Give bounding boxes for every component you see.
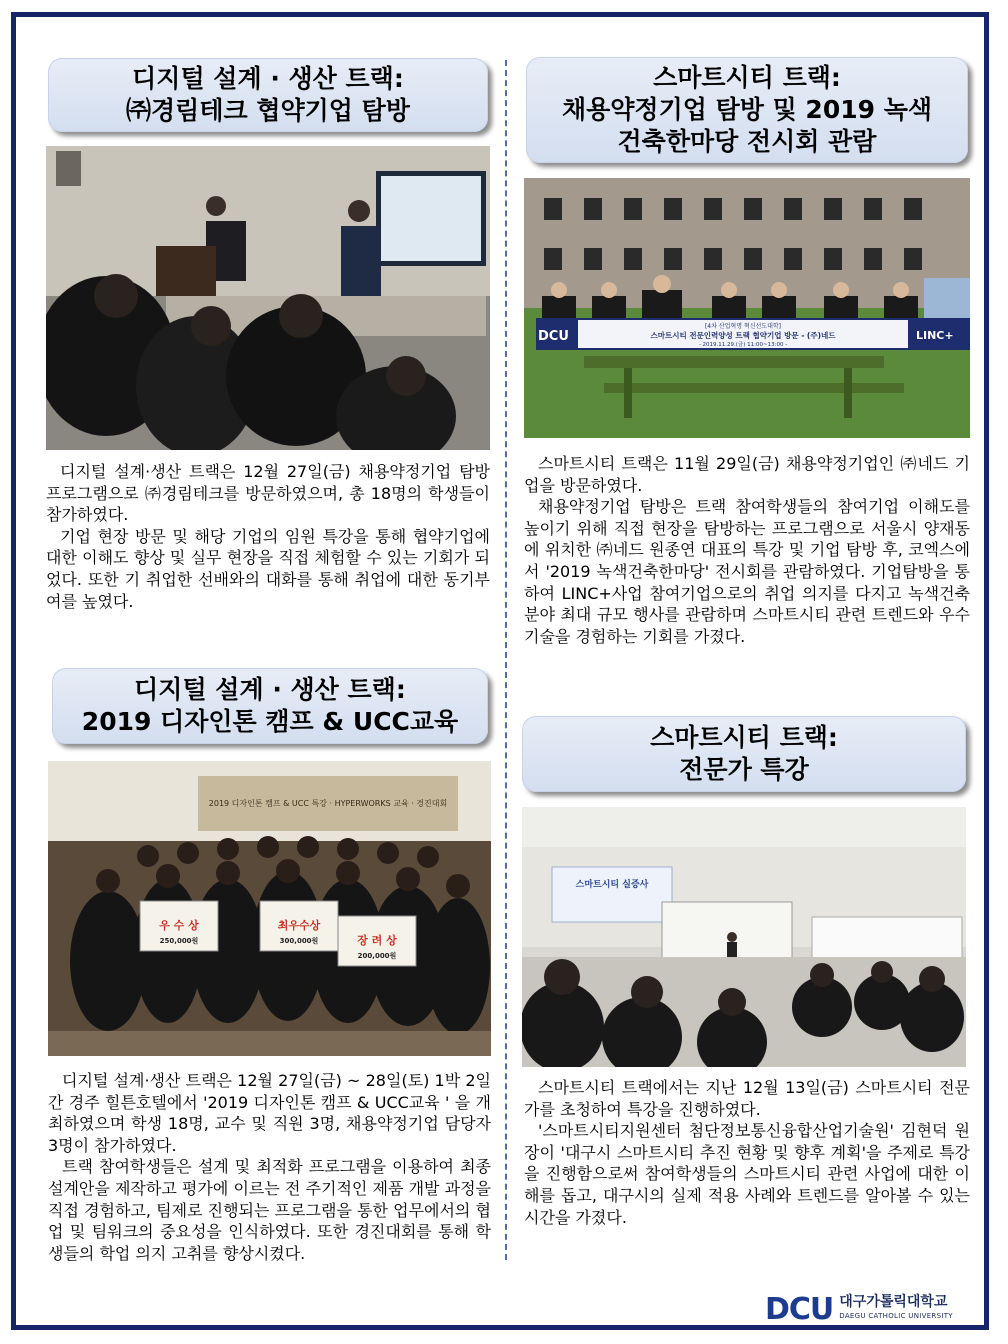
section3-award2-amount: 300,000원 [279,937,319,945]
section2-para2: 채용약정기업 탐방은 트랙 참여학생들의 참여기업 이해도를 높이기 위해 직접 현장을 탐방하는 프로그램으로 서울시 양재동에 위치한 ㈜네드 원종연 대표의 특강 및 기업 탐방 후, 코엑스에서 '2019 녹색건축한마당' 전시회를 관람하였다. 기업탐방을 통하여 LINC+사업 참여기업으로의 취업 의지를 다지고 녹색건축 분야 최대 규모 행사를 관람하며 스마트시티 관련 트렌드와 우수기술을 경험하는 기회를 가졌다. [524,497,970,646]
section2-banner-logo-left: DCU [538,329,569,344]
section3-banner-text: 2019 디자인톤 캠프 & UCC 특강 · HYPERWORKS 교육 · 경진대회 [208,799,448,808]
section3-award1-amount: 250,000원 [159,937,199,945]
section3-award1-name: 우 수 상 [159,919,199,932]
section2-title-line1: 스마트시티 트랙: [653,63,841,92]
section3-award3-amount: 200,000원 [357,952,397,960]
section4-title-line1: 스마트시티 트랙: [650,723,838,752]
logo-english-name: DAEGU CATHOLIC UNIVERSITY [839,1312,953,1320]
section2-banner-small: [4차 산업혁명 혁신선도대학] [704,323,782,330]
section3-text [48,1070,491,1264]
section1-title-line2: ㈜경림테크 협약기업 탐방 [126,96,410,125]
section3-title [52,668,488,744]
section2-photo [524,178,970,438]
section2-banner-date: - 2019.11.29.(금) 11:00~13:00 - [698,342,788,348]
column-divider [505,60,507,1260]
section4-para2: '스마트시티지원센터 첨단정보통신융합산업기술원' 김현덕 원장이 '대구시 스마트시티 추진 현황 및 향후 계획'을 주제로 특강을 진행함으로써 참여학생들의 스마트시티 관련 사업에 대한 이해를 돕고, 대구시의 실제 적용 사례와 트렌드를 알아볼 수 있는 시간을 가졌다. [524,1121,970,1227]
section3-title-line2: 2019 디자인톤 캠프 & UCC교육 [81,707,459,736]
section1-para2: 기업 현장 방문 및 해당 기업의 임원 특강을 통해 협약기업에 대한 이해도 향상 및 실무 현장을 직접 체험할 수 있는 기회가 되었다. 또한 기 취업한 선배와의 대화를 통해 취업에 대한 동기부여를 높였다. [46,526,490,611]
section4-para1: 스마트시티 트랙에서는 지난 12월 13일(금) 스마트시티 전문가를 초청하여 특강을 진행하였다. [524,1078,970,1119]
logo-mark: DCU [765,1291,834,1327]
section2-banner-main: 스마트시티 전문인력양성 트랙 협약기업 방문 - (주)네드 [650,331,836,340]
section1-title [48,58,488,132]
section2-title-line3: 건축한마당 전시회 관람 [617,127,877,156]
section2-text [524,453,970,647]
section3-title-line1: 디지털 설계 · 생산 트랙: [134,675,406,704]
section2-para1: 스마트시티 트랙은 11월 29일(금) 채용약정기업인 ㈜네드 기업을 방문하였다. [524,454,970,495]
section2-title [526,57,968,163]
section3-para1: 디지털 설계·생산 트랙은 12월 27일(금) ~ 28일(토) 1박 2일간 경주 힐튼호텔에서 '2019 디자인톤 캠프 & UCC교육 ' 을 개최하였으며 학생 18명, 교수 및 직원 3명, 채용약정기업 담당자 3명이 참가하였다. [48,1071,491,1155]
section3-award2-name: 최우수상 [277,919,321,932]
section3-photo [48,761,491,1056]
section1-photo [46,146,490,450]
section1-para1: 디지털 설계·생산 트랙은 12월 27일(금) 채용약정기업 탐방 프로그램으로 ㈜경림테크를 방문하였으며, 총 18명의 학생들이 참가하였다. [46,462,490,525]
section4-screen-text: 스마트시티 실증사 [575,880,649,890]
section3-para2: 트랙 참여학생들은 설계 및 최적화 프로그램을 이용하여 최종 설계안을 제작하고 평가에 이르는 전 주기적인 제품 개발 과정을 직접 경험하고, 팀제로 진행되는 프로그램을 통한 업무에서의 협업 및 팀워크의 중요성을 인식하였다. 또한 경진대회를 통해 학생들의 학업 의지 고취를 향상시켰다. [48,1157,491,1263]
section4-title-line2: 전문가 특강 [679,755,809,784]
university-logo [765,1291,975,1327]
section2-banner-logo-right: LINC+ [916,329,954,342]
section1-title-line1: 디지털 설계 · 생산 트랙: [132,64,404,93]
section4-photo [522,807,966,1067]
section4-text [524,1077,970,1228]
section4-title [522,716,966,792]
section3-award3-name: 장 려 상 [357,934,397,947]
section2-title-line2: 채용약정기업 탐방 및 2019 녹색 [561,95,933,124]
logo-korean-name: 대구가톨릭대학교 [839,1294,948,1310]
section1-text [46,461,490,612]
